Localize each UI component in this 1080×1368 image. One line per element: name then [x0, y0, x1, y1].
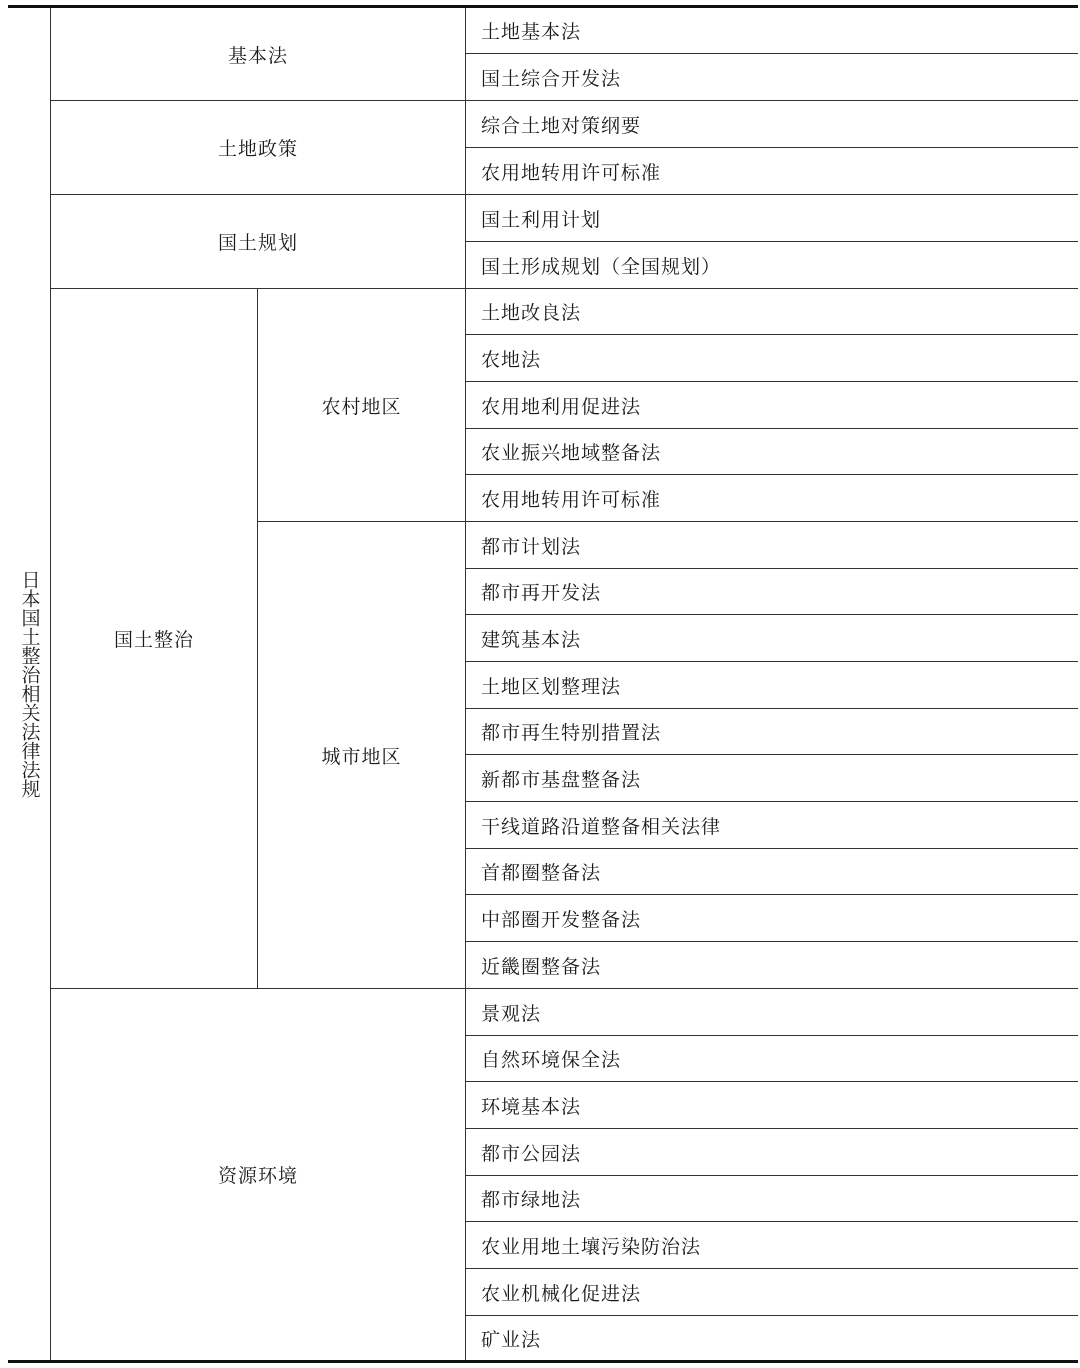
law-item: 国土综合开发法 [481, 67, 622, 90]
law-item: 都市公园法 [481, 1142, 582, 1165]
law-item: 建筑基本法 [481, 628, 582, 651]
law-item: 农用地转用许可标准 [481, 488, 662, 511]
category-land-policy: 土地政策 [217, 138, 298, 160]
law-item: 农业机械化促进法 [481, 1282, 642, 1305]
law-item: 土地改良法 [481, 302, 582, 324]
subcategory-rural-area: 农村地区 [321, 395, 402, 418]
law-item: 中部圈开发整备法 [481, 908, 642, 931]
category-land-improvement: 国土整治 [113, 629, 194, 651]
law-item: 干线道路沿道整备相关法律 [481, 815, 722, 838]
law-item: 近畿圈整备法 [481, 955, 602, 978]
law-item: 都市再开发法 [481, 582, 602, 604]
root-label: 日本国土整治相关法律法规 [18, 570, 41, 798]
category-land-planning: 国土规划 [217, 232, 298, 254]
law-item: 矿业法 [481, 1328, 542, 1351]
law-item: 自然环境保全法 [481, 1049, 622, 1071]
law-item: 新都市基盘整备法 [481, 768, 642, 791]
law-item: 综合土地对策纲要 [481, 114, 642, 137]
law-item: 首都圈整备法 [481, 862, 602, 884]
law-item: 农用地利用促进法 [481, 395, 642, 418]
table-bottom-rule [8, 1360, 1078, 1363]
law-item: 农用地转用许可标准 [481, 161, 662, 184]
law-item: 土地区划整理法 [481, 675, 622, 698]
law-item: 国土形成规划（全国规划） [481, 255, 722, 278]
law-item: 农业振兴地域整备法 [481, 442, 662, 464]
category-basic-law: 基本法 [227, 44, 288, 67]
law-item: 农地法 [481, 348, 542, 371]
category-resources-environment: 资源环境 [217, 1165, 298, 1187]
law-item: 都市再生特别措置法 [481, 722, 662, 744]
law-item: 国土利用计划 [481, 208, 602, 231]
root-label-cell [8, 8, 50, 1360]
law-item: 景观法 [481, 1002, 542, 1025]
law-item: 农业用地土壤污染防治法 [481, 1235, 702, 1258]
law-item: 都市绿地法 [481, 1189, 582, 1211]
subcategory-urban-area: 城市地区 [321, 745, 402, 768]
law-item: 环境基本法 [481, 1095, 582, 1118]
law-item: 都市计划法 [481, 535, 582, 558]
law-item: 土地基本法 [481, 21, 582, 43]
